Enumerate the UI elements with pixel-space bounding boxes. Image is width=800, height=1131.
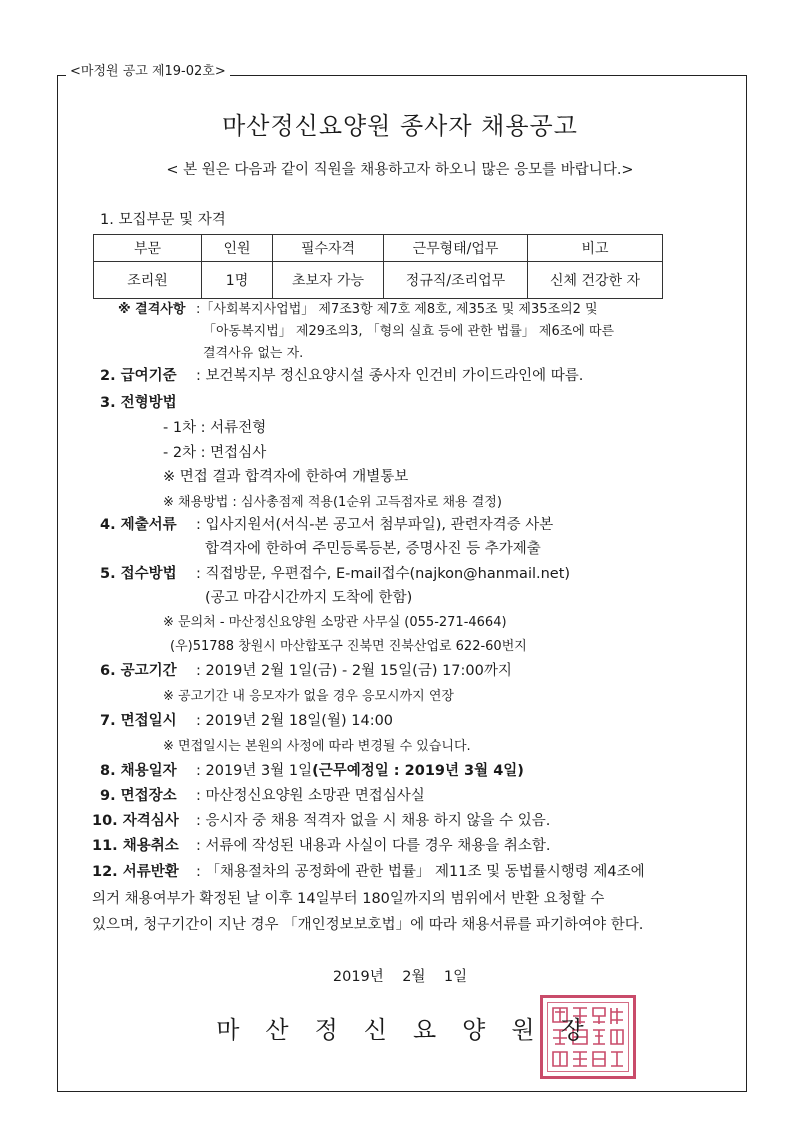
section-4-text: 합격자에 한하여 주민등록등본, 증명사진 등 추가제출 [205,541,541,557]
section-3-title: 3. 전형방법 [100,395,177,411]
section-5-text: : 직접방문, 우편접수, E-mail접수(najkon@hanmail.net) [196,566,571,582]
document-title: 마산정신요양원 종사자 채용공고 [222,112,578,140]
section-8-text [196,759,524,780]
section-1-title: 1. 모집부문 및 자격 [100,212,226,228]
section-10-title: 10. 자격심사 [92,813,179,829]
document-date: 2019년 2월 1일 [332,969,468,985]
table-header-cell: 부문 [94,235,202,262]
disqualification-line: 「아동복지법」 제29조의3, 「형의 실효 등에 관한 법률」 제6조에 따른 [203,324,615,339]
disqualification-label: ※ 결격사항 [118,302,186,317]
section-4-text: : 입사지원서(서식-본 공고서 첨부파일), 관련자격증 사본 [196,517,554,533]
section-8-title: 8. 채용일자 [100,763,177,779]
section-8-start-date: (근무예정일 : 2019년 3월 4일) [312,763,524,779]
section-12-text: 있으며, 청구기간이 지난 경우 「개인정보보호법」에 따라 채용서류를 파기하여야 한다. [92,917,644,933]
address: (우)51788 창원시 마산합포구 진북면 진북산업로 622-60번지 [170,639,527,654]
section-3-note: ※ 채용방법 : 심사총점제 적용(1순위 고득점자로 채용 결정) [163,495,502,510]
table-header-cell: 근무형태/업무 [384,235,528,262]
table-cell: 정규직/조리업무 [384,262,528,299]
notice-number: <마정원 공고 제19-02호> [66,60,230,79]
section-7-title: 7. 면접일시 [100,713,177,729]
table-cell: 조리원 [94,262,202,299]
table-header-cell: 비고 [528,235,663,262]
section-12-text: 의거 채용여부가 확정된 날 이후 14일부터 180일까지의 범위에서 반환 요청할 수 [92,891,605,907]
contact-info: ※ 문의처 - 마산정신요양원 소망관 사무실 (055-271-4664) [163,615,507,630]
section-11-text: : 서류에 작성된 내용과 사실이 다를 경우 채용을 취소함. [196,838,551,854]
section-11-title: 11. 채용취소 [92,838,179,854]
organization-name: 마산정신요양원장 [216,1016,610,1044]
table-header-cell: 인원 [202,235,273,262]
table-header-row [94,235,663,262]
table-cell: 1명 [202,262,273,299]
recruitment-table [93,234,663,299]
disqualification-line: :「사회복지사업법」 제7조3항 제7호 제8호, 제35조 및 제35조의2 및 [196,302,598,317]
section-4-title: 4. 제출서류 [100,517,177,533]
table-cell: 초보자 가능 [273,262,384,299]
section-12-text: : 「채용절차의 공정화에 관한 법률」 제11조 및 동법률시행령 제4조에 [196,864,645,880]
section-6-text: : 2019년 2월 1일(금) - 2월 15일(금) 17:00까지 [196,663,512,679]
section-5-title: 5. 접수방법 [100,566,177,582]
disqualification-line: 결격사유 없는 자. [203,346,304,361]
section-8-date: : 2019년 3월 1일 [196,763,313,779]
section-3-note: ※ 면접 결과 합격자에 한하여 개별통보 [163,469,409,485]
section-7-text: : 2019년 2월 18일(월) 14:00 [196,713,394,729]
section-3-step: - 2차 : 면접심사 [163,445,267,461]
section-5-text: (공고 마감시간까지 도착에 한함) [205,590,413,606]
section-3-step: - 1차 : 서류전형 [163,420,267,436]
section-2-title: 2. 급여기준 [100,368,177,384]
section-7-note: ※ 면접일시는 본원의 사정에 따라 변경될 수 있습니다. [163,739,471,754]
table-cell: 신체 건강한 자 [528,262,663,299]
section-9-title: 9. 면접장소 [100,788,177,804]
intro-text: < 본 원은 다음과 같이 직원을 채용하고자 하오니 많은 응모를 바랍니다.> [166,162,634,178]
section-9-text: : 마산정신요양원 소망관 면접심사실 [196,788,425,804]
table-header-cell: 필수자격 [273,235,384,262]
section-12-title: 12. 서류반환 [92,864,179,880]
section-6-note: ※ 공고기간 내 응모자가 없을 경우 응모시까지 연장 [163,689,454,704]
section-2-text: : 보건복지부 정신요양시설 종사자 인건비 가이드라인에 따름. [196,368,584,384]
section-10-text: : 응시자 중 채용 적격자 없을 시 채용 하지 않을 수 있음. [196,813,551,829]
section-6-title: 6. 공고기간 [100,663,177,679]
table-row [94,262,663,299]
